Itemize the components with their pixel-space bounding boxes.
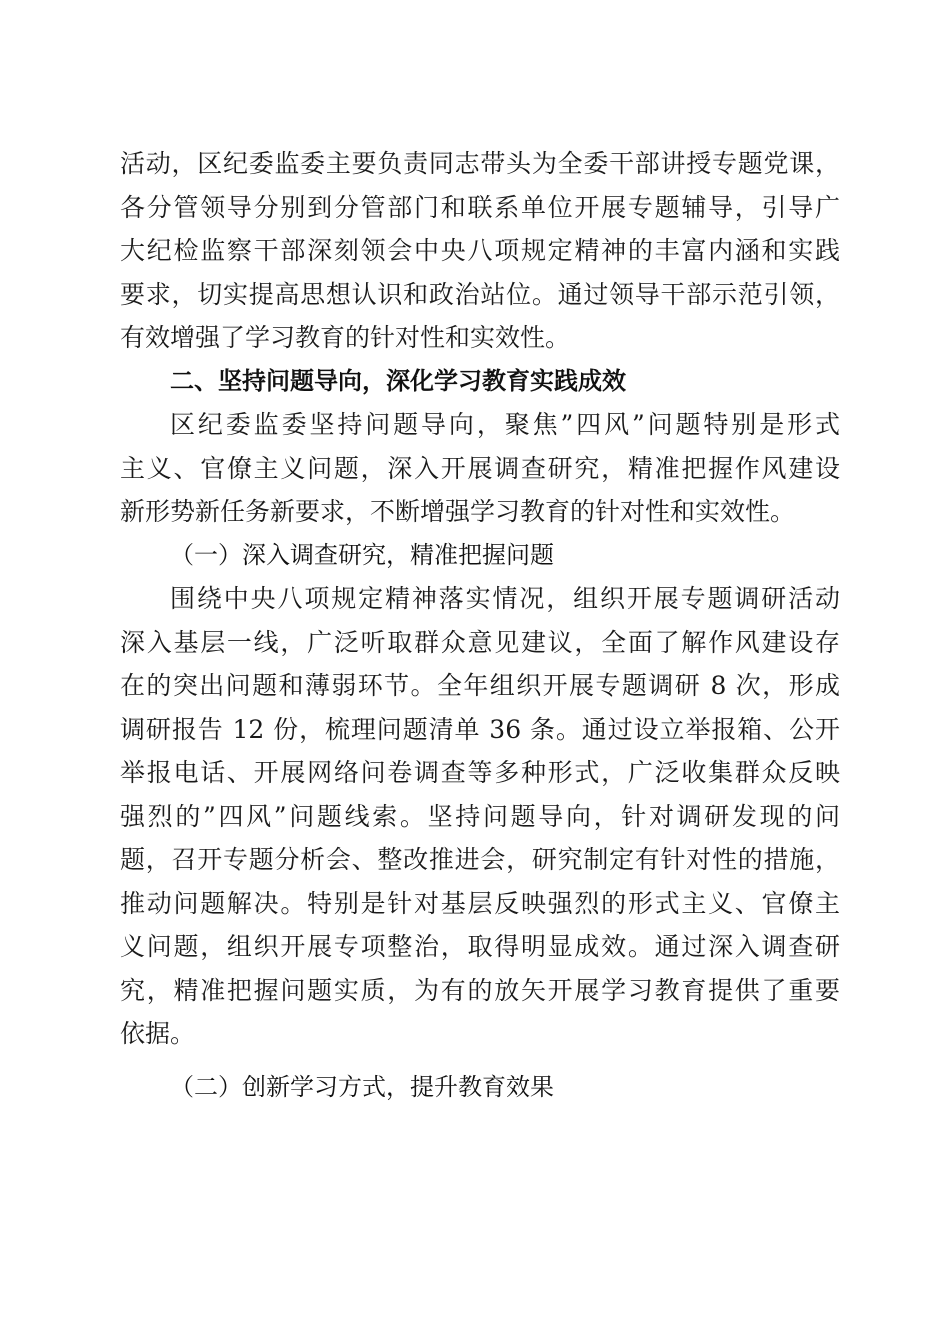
paragraph-line: 义问题，组织开展专项整治，取得明显成效。通过深入调查研	[120, 932, 840, 961]
subsection-heading: （二）创新学习方式，提升教育效果	[170, 1072, 554, 1101]
paragraph-line: 各分管领导分别到分管部门和联系单位开展专题辅导，引导广	[120, 192, 840, 222]
section-heading: 二、坚持问题导向，深化学习教育实践成效	[170, 366, 626, 395]
paragraph-line: 题，召开专题分析会、整改推进会，研究制定有针对性的措施，	[120, 845, 840, 874]
paragraph-line: 深入基层一线，广泛听取群众意见建议，全面了解作风建设存	[120, 627, 840, 657]
paragraph-line: 活动，区纪委监委主要负责同志带头为全委干部讲授专题党课，	[120, 149, 840, 178]
paragraph-line: 区纪委监委坚持问题导向，聚焦”四风”问题特别是形式	[170, 410, 840, 439]
subsection-heading: （一）深入调查研究，精准把握问题	[170, 540, 554, 569]
paragraph-line: 有效增强了学习教育的针对性和实效性。	[120, 323, 571, 352]
paragraph-line: 主义、官僚主义问题，深入开展调查研究，精准把握作风建设	[120, 453, 840, 483]
paragraph-line: 推动问题解决。特别是针对基层反映强烈的形式主义、官僚主	[120, 888, 840, 918]
paragraph-line: 强烈的”四风”问题线索。坚持问题导向，针对调研发现的问	[120, 801, 840, 831]
paragraph-line: 新形势新任务新要求，不断增强学习教育的针对性和实效性。	[120, 497, 796, 526]
document-body	[120, 142, 840, 1109]
paragraph-line: 依据。	[120, 1019, 196, 1048]
paragraph-line: 调研报告 12 份，梳理问题清单 36 条。通过设立举报箱、公开	[120, 714, 840, 744]
paragraph-1	[120, 142, 840, 360]
paragraph-line: 大纪检监察干部深刻领会中央八项规定精神的丰富内涵和实践	[120, 236, 840, 265]
paragraph-2	[120, 403, 840, 534]
paragraph-line: 围绕中央八项规定精神落实情况，组织开展专题调研活动	[170, 584, 840, 613]
paragraph-line: 究，精准把握问题实质，为有的放矢开展学习教育提供了重要	[120, 975, 840, 1005]
paragraph-line: 在的突出问题和薄弱环节。全年组织开展专题调研 8 次，形成	[120, 671, 840, 700]
paragraph-3	[120, 577, 840, 1056]
paragraph-line: 要求，切实提高思想认识和政治站位。通过领导干部示范引领，	[120, 279, 840, 309]
paragraph-line: 举报电话、开展网络问卷调查等多种形式，广泛收集群众反映	[120, 758, 840, 787]
